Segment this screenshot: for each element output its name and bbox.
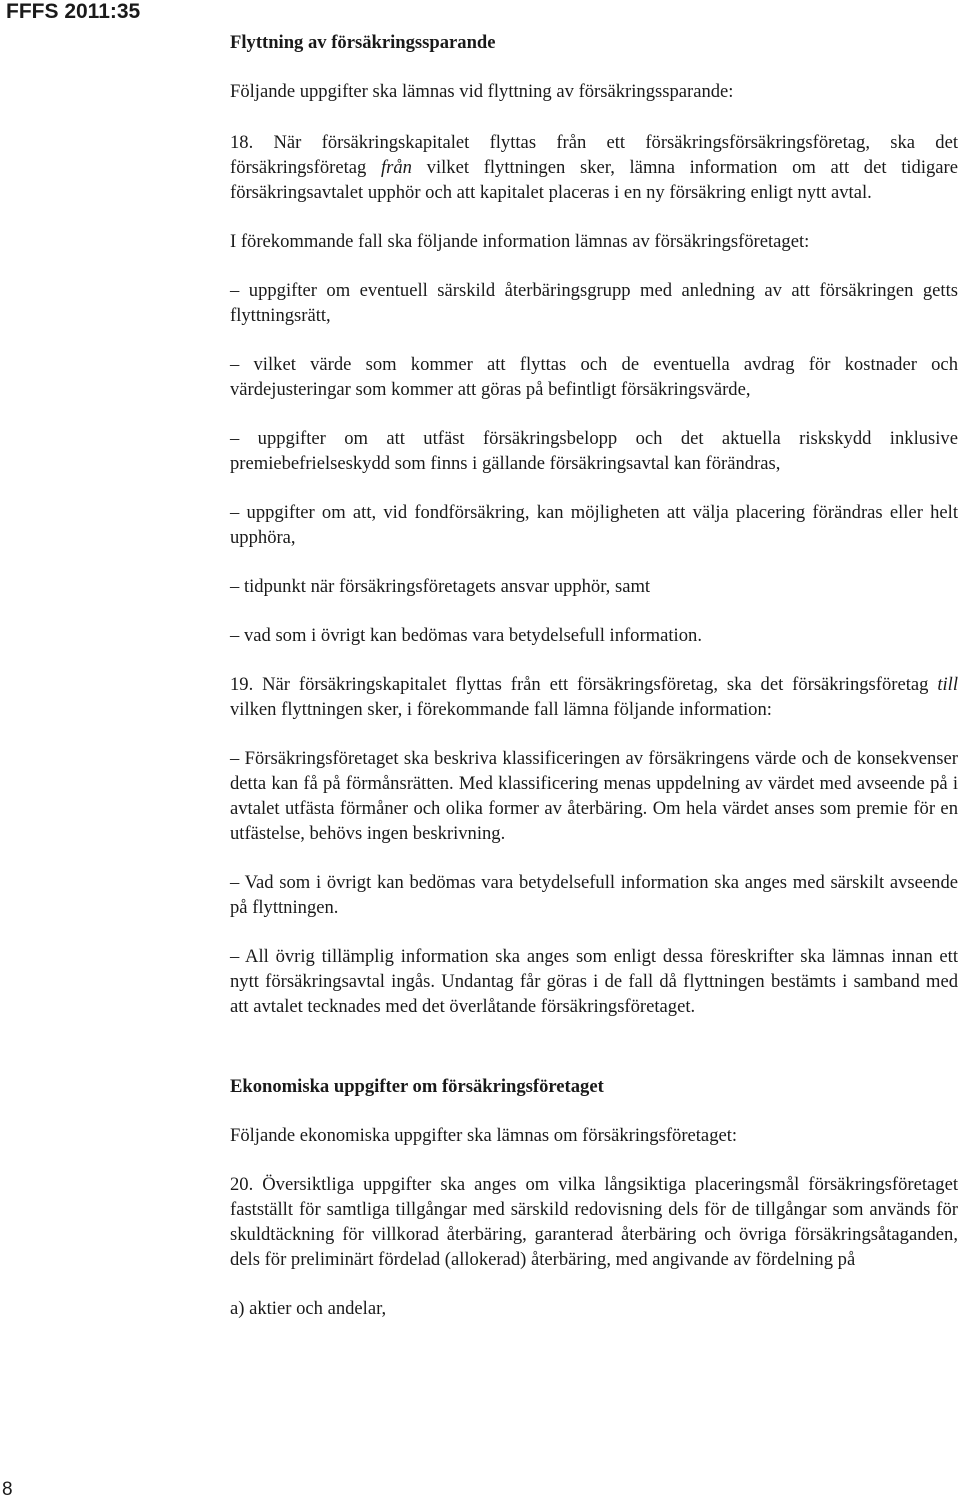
- sub-item-a: a) aktier och andelar,: [230, 1298, 387, 1319]
- section-intro: Följande ekonomiska uppgifter ska lämnas om försäkringsföretaget:: [230, 1125, 738, 1146]
- list-item: – uppgifter om eventuell särskild återbäringsgrupp med anledning av att försäkringen getts flyttningsrätt,: [230, 280, 958, 326]
- paragraph-20: 20. Översiktliga uppgifter ska anges om vilka långsiktiga placeringsmål försäkringsföretaget fastställt för samtliga tillgångar med särskild redovisning dels för de tillgångar som används för skuldtäckning för villkorad återbäring, garanterad återbäring och övriga försäkringsåtaganden, dels för preliminärt fördelad (allokerad) återbäring, med angivande av fördelning på: [230, 1174, 958, 1270]
- list-item: – uppgifter om att utfäst försäkringsbelopp och det aktuella riskskydd inklusive premiebefrielseskydd som finns i gällande försäkringsavtal kan förändras,: [230, 428, 958, 474]
- list-item: – vilket värde som kommer att flyttas och de eventuella avdrag för kostnader och värdejusteringar som kommer att göras på befintligt försäkringsvärde,: [230, 354, 958, 400]
- section-intro: Följande uppgifter ska lämnas vid flyttning av försäkringssparande:: [230, 81, 734, 102]
- page-number: 8: [2, 1479, 13, 1500]
- paragraph-19: 19. När försäkringskapitalet flyttas från ett försäkringsföretag, ska det försäkringsföretag till vilken flyttningen sker, i förekommande fall lämna följande information:: [230, 674, 958, 720]
- list-item: – vad som i övrigt kan bedömas vara betydelsefull information.: [230, 625, 702, 646]
- list-intro: I förekommande fall ska följande information lämnas av försäkringsföretaget:: [230, 231, 810, 252]
- list-item: – Försäkringsföretaget ska beskriva klassificeringen av försäkringens värde och de konsekvenser detta kan få på förmånsrätten. Med klassificering menas uppdelning av värdet med avseende på i avtalet utfästa förmåner och olika former av återbäring. Om hela värdet anses som premie för en utfästelse, behövs ingen beskrivning.: [230, 748, 958, 844]
- paragraph-18: 18. När försäkringskapitalet flyttas från ett försäkringsförsäkringsföretag, ska det försäkringsföretag från vilket flyttningen sker, lämna information om att det tidigare försäkringsavtalet upphör och att kapitalet placeras i en ny försäkring enligt nytt avtal.: [230, 132, 958, 203]
- list-item: – uppgifter om att, vid fondförsäkring, kan möjligheten att välja placering förändras eller helt upphöra,: [230, 502, 958, 548]
- document-code: FFFS 2011:35: [6, 0, 141, 23]
- section-heading-flyttning: Flyttning av försäkringssparande: [230, 32, 496, 53]
- page-content: [230, 30, 958, 1321]
- list-item: – All övrig tillämplig information ska anges som enligt dessa föreskrifter ska lämnas innan ett nytt försäkringsavtal ingås. Undantag får göras i de fall då flyttningen bestämts i samband med att avtalet tecknades med det överlåtande försäkringsföretaget.: [230, 946, 958, 1017]
- list-item: – tidpunkt när försäkringsföretagets ansvar upphör, samt: [230, 576, 651, 597]
- list-item: – Vad som i övrigt kan bedömas vara betydelsefull information ska anges med särskilt avseende på flyttningen.: [230, 872, 958, 918]
- section-heading-ekonomiska: Ekonomiska uppgifter om försäkringsföretaget: [230, 1076, 604, 1097]
